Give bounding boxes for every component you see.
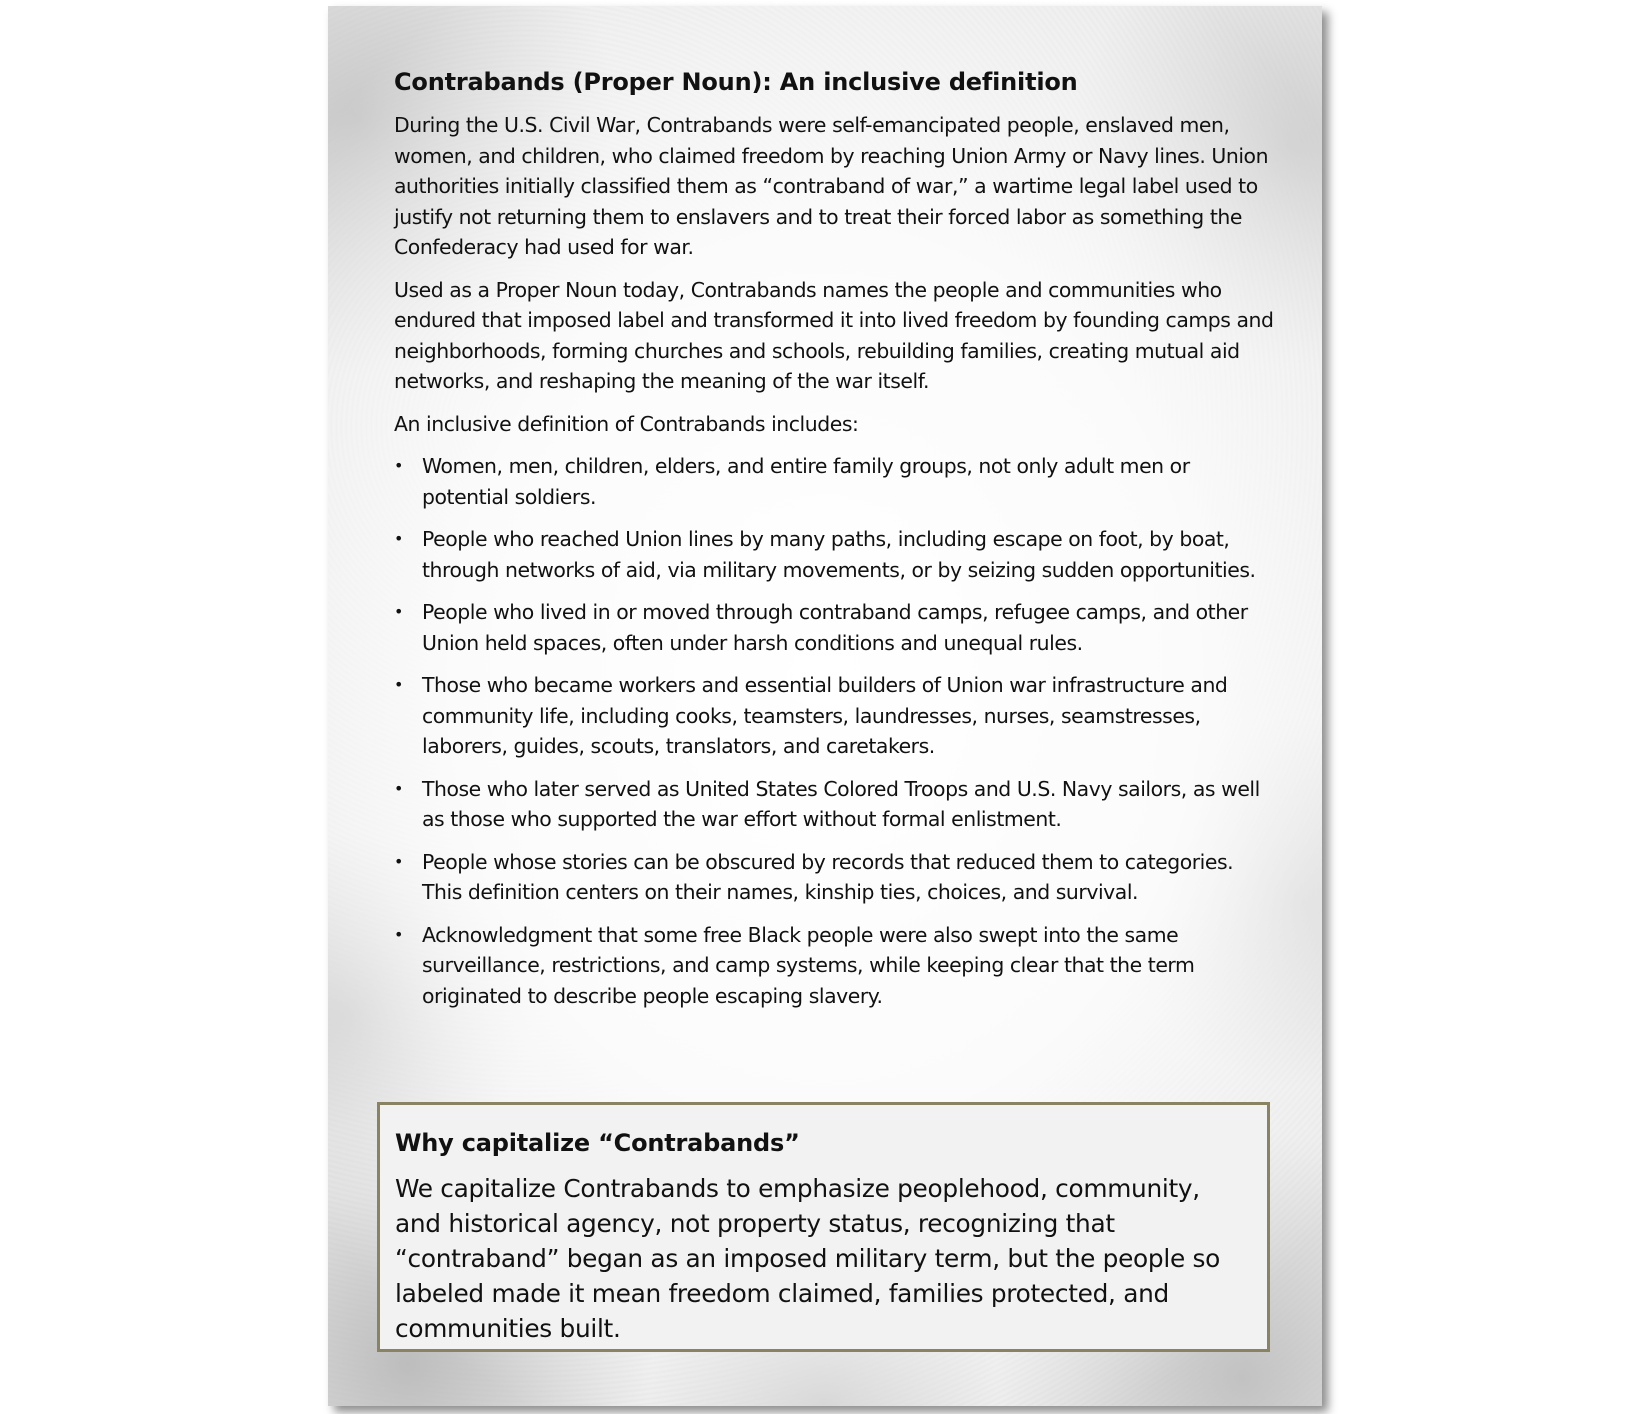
list-intro: An inclusive definition of Contrabands includes: (394, 411, 859, 436)
list-item-text: People whose stories can be obscured by records that reduced them to categories. This definition centers on their names, kinship ties, choices, and survival. (422, 849, 1234, 904)
document-page (328, 6, 1322, 1406)
bullet-icon: • (394, 529, 403, 548)
bullet-icon: • (394, 851, 403, 871)
definition-title: Contrabands (Proper Noun): An inclusive definition (394, 68, 1078, 96)
callout-title: Why capitalize “Contrabands” (395, 1129, 800, 1157)
bullet-icon: • (394, 924, 403, 944)
list-item-text: Those who became workers and essential builders of Union war infrastructure and community life, including cooks, teamsters, laundresses, nurses, seamstresses, laborers, guides, scouts, translators, and caretakers. (422, 673, 1228, 758)
bullet-icon: • (394, 456, 403, 475)
inclusive-definition-list (394, 451, 1274, 1011)
list-item (394, 920, 1274, 1012)
list-item-text: Women, men, children, elders, and entire family groups, not only adult men or potential soldiers. (422, 454, 1190, 509)
list-item (394, 451, 1274, 512)
list-item-text: Acknowledgment that some free Black people were also swept into the same surveillance, restrictions, and camp systems, while keeping clear that the term originated to describe people escaping slavery. (422, 922, 1195, 1008)
list-item-text: Those who later served as United States Colored Troops and U.S. Navy sailors, as well as those who supported the war effort without formal enlistment. (422, 776, 1260, 831)
capitalization-callout-box (377, 1102, 1270, 1352)
list-item (394, 774, 1274, 835)
definition-paragraph-2: Used as a Proper Noun today, Contrabands names the people and communities who endured that imposed label and transformed it into lived freedom by founding camps and neighborhoods, forming churches and schools, rebuilding families, creating mutual aid networks, and reshaping the meaning of the war itself. (394, 277, 1274, 393)
callout-body: We capitalize Contrabands to emphasize peoplehood, community, and historical agency, not property status, recognizing that “contraband” began as an imposed military term, but the people so labeled made it mean freedom claimed, families protected, and communities built. (395, 1174, 1220, 1343)
definition-section (394, 66, 1274, 1023)
bullet-icon: • (394, 675, 403, 694)
definition-paragraph-1: During the U.S. Civil War, Contrabands were self-emancipated people, enslaved men, women, and children, who claimed freedom by reaching Union Army or Navy lines. Union authorities initially classified them as “contraband of war,” a wartime legal label used to justify not returning them to enslavers and to treat their forced labor as something the Confederacy had used for war. (394, 113, 1269, 259)
bullet-icon: • (394, 602, 403, 621)
list-item (394, 847, 1274, 908)
list-item (394, 524, 1274, 585)
list-item (394, 670, 1274, 762)
list-item-text: People who lived in or moved through contraband camps, refugee camps, and other Union held spaces, often under harsh conditions and unequal rules. (422, 600, 1248, 655)
list-item (394, 597, 1274, 658)
bullet-icon: • (394, 778, 403, 798)
list-item-text: People who reached Union lines by many paths, including escape on foot, by boat, through networks of aid, via military movements, or by seizing sudden opportunities. (422, 527, 1256, 582)
